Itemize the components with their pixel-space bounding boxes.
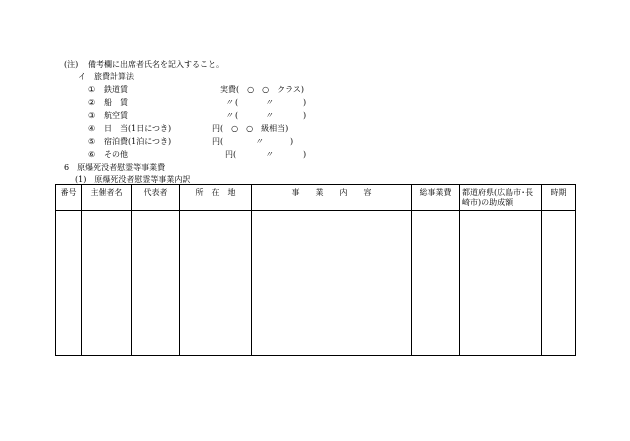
col-header-content: 事 業 内 容 xyxy=(252,185,412,211)
paren-open: ( xyxy=(235,111,239,120)
ditto-mark: 〃 xyxy=(265,111,273,120)
col-header-representative: 代表者 xyxy=(132,185,180,211)
project-table xyxy=(55,184,576,356)
ditto-mark: 〃 xyxy=(265,150,273,159)
col-header-location: 所 在 地 xyxy=(180,185,252,211)
paren-close: ) xyxy=(303,111,307,120)
paren-close: ) xyxy=(290,137,294,146)
travel-item-num: ③ xyxy=(88,111,96,120)
travel-item-num: ④ xyxy=(88,124,96,133)
ditto-mark: 〃 xyxy=(225,98,233,107)
section-title: 6 原爆死没者慰霊等事業費 xyxy=(64,163,166,172)
travel-item-num: ⑤ xyxy=(88,137,96,146)
table-body-row xyxy=(56,211,576,356)
table-cell xyxy=(460,211,542,356)
table-cell xyxy=(542,211,576,356)
travel-item-value: 円( xyxy=(225,150,237,159)
note-label: (注) xyxy=(64,60,79,69)
travel-heading: イ 旅費計算法 xyxy=(78,72,134,81)
travel-item-name: その他 xyxy=(104,150,128,159)
col-header-organizer: 主催者名 xyxy=(82,185,132,211)
travel-item-num: ⑥ xyxy=(88,150,96,159)
ditto-mark: 〃 xyxy=(225,111,233,120)
travel-item-num: ① xyxy=(88,85,96,94)
col-header-subsidy: 都道府県(広島市･長崎市)の助成額 xyxy=(460,185,542,211)
table-cell xyxy=(412,211,460,356)
col-header-total: 総事業費 xyxy=(412,185,460,211)
travel-item-name: 航空賃 xyxy=(104,111,128,120)
ditto-mark: 〃 xyxy=(255,137,263,146)
table-cell xyxy=(56,211,82,356)
table-header-row xyxy=(56,185,576,211)
paren-open: ( xyxy=(235,98,239,107)
travel-item-name: 鉄道賃 xyxy=(104,85,128,94)
travel-item-value: 円( xyxy=(212,137,224,146)
ditto-mark: 〃 xyxy=(265,98,273,107)
col-header-period: 時期 xyxy=(542,185,576,211)
table-cell xyxy=(132,211,180,356)
travel-item-value: 実費( ○ ○ クラス) xyxy=(220,85,304,94)
col-header-number: 番号 xyxy=(56,185,82,211)
table-cell xyxy=(82,211,132,356)
travel-item-value: 円( ○ ○ 級相当) xyxy=(212,124,289,133)
travel-item-name: 船 賃 xyxy=(104,98,128,107)
note-text: 備考欄に出席者氏名を記入すること。 xyxy=(88,60,224,69)
travel-item-num: ② xyxy=(88,98,96,107)
travel-item-name: 日 当(1日につき) xyxy=(104,124,172,133)
paren-close: ) xyxy=(303,150,307,159)
subsection-title: (1) 原爆死没者慰霊等事業内訳 xyxy=(75,175,191,184)
travel-item-name: 宿泊費(1泊につき) xyxy=(104,137,172,146)
paren-close: ) xyxy=(303,98,307,107)
table-cell xyxy=(252,211,412,356)
table-cell xyxy=(180,211,252,356)
